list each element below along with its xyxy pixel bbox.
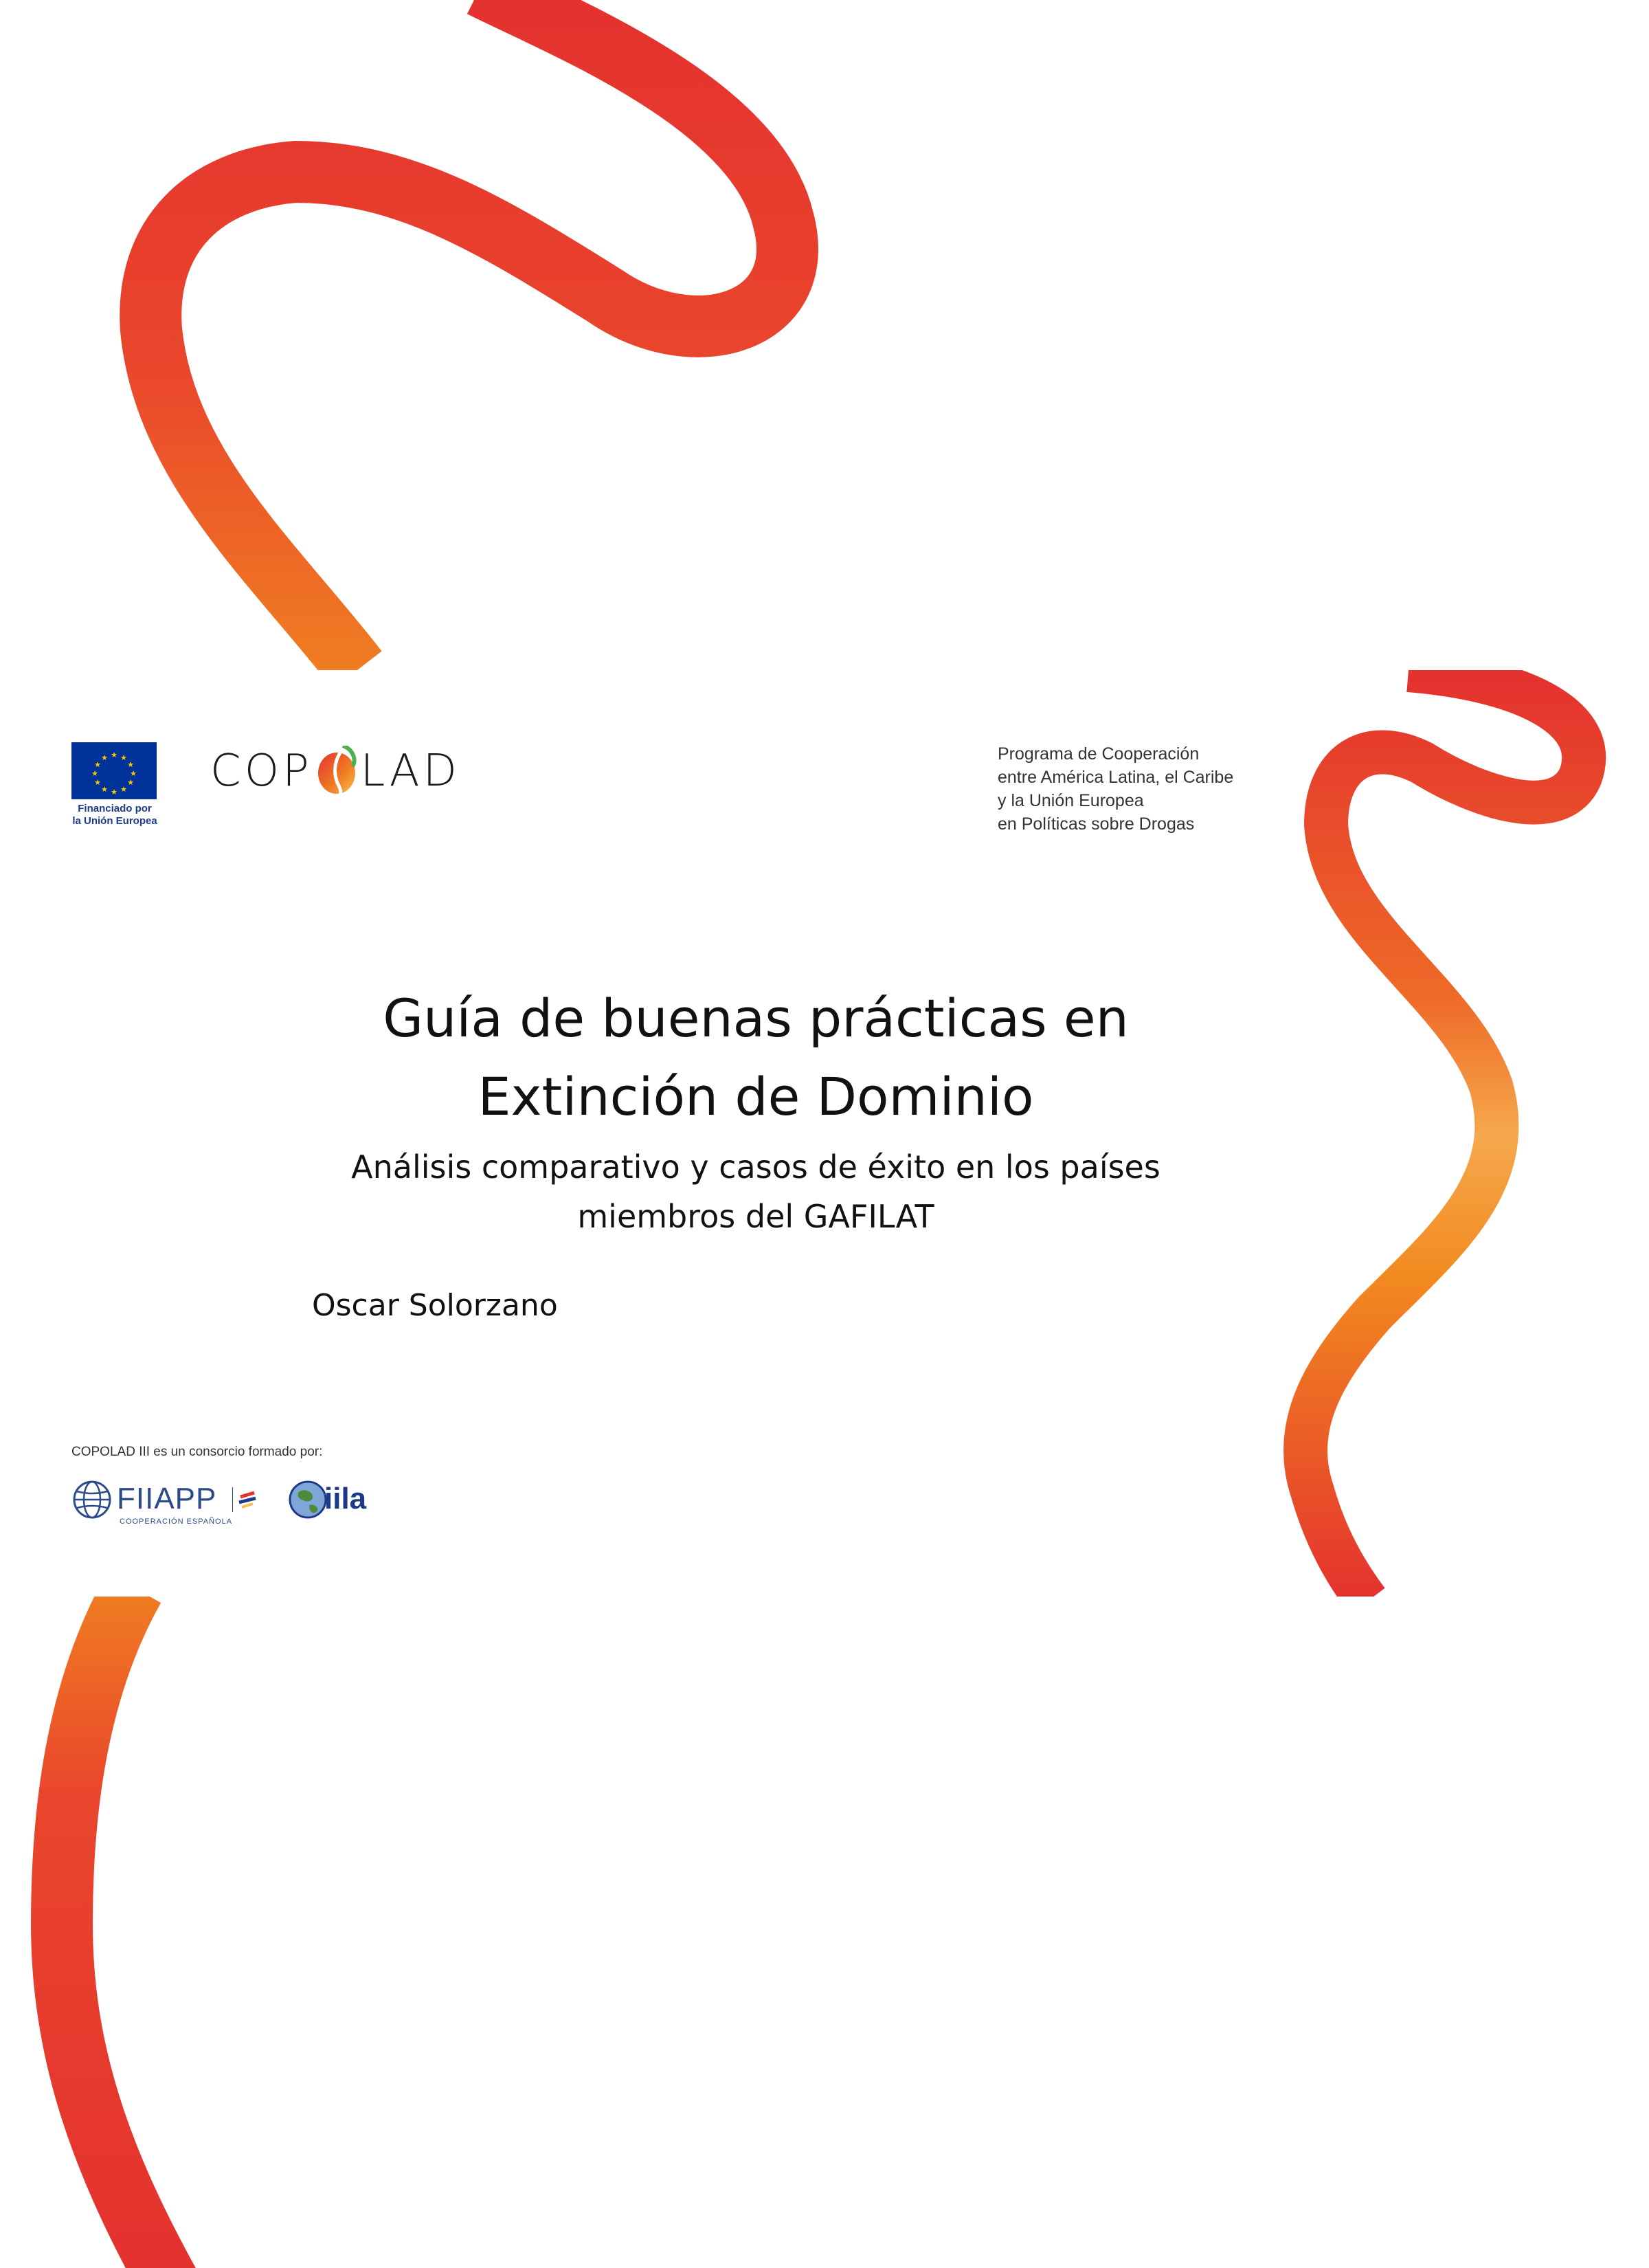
svg-text:★: ★ <box>94 778 101 787</box>
program-line-1: Programa de Cooperación <box>998 744 1200 764</box>
right-swirl <box>1305 670 1584 1601</box>
globe-icon <box>71 1479 113 1520</box>
svg-text:★: ★ <box>111 788 117 797</box>
svg-text:★: ★ <box>111 751 117 759</box>
document-subtitle <box>206 1142 1305 1241</box>
svg-text:★: ★ <box>127 760 134 769</box>
eu-funding-caption <box>63 803 166 827</box>
fiiapp-subtitle: COOPERACIÓN ESPAÑOLA <box>120 1517 233 1526</box>
svg-text:★: ★ <box>130 769 137 778</box>
author-name: Oscar Solorzano <box>312 1288 558 1323</box>
spanish-cooperation-icon <box>232 1486 260 1513</box>
fiiapp-name: FIIAPP <box>117 1482 217 1515</box>
bottom-swirl <box>62 1588 172 2268</box>
program-line-3: y la Unión Europea <box>998 791 1144 810</box>
consortium-label: COPOLAD III es un consorcio formado por: <box>71 1445 323 1459</box>
copolad-logo-left: COP <box>210 746 313 797</box>
svg-text:★: ★ <box>101 785 108 794</box>
iila-name: iila <box>324 1482 367 1515</box>
copolad-leaf-icon <box>314 746 359 797</box>
eu-caption-line1: Financiado por <box>78 803 152 814</box>
subtitle-line-2: miembros del GAFILAT <box>577 1198 934 1235</box>
copolad-logo <box>210 744 460 799</box>
program-description <box>998 742 1233 836</box>
svg-text:★: ★ <box>120 753 127 762</box>
globe-icon <box>289 1479 327 1520</box>
svg-text:★: ★ <box>101 753 108 762</box>
svg-text:★: ★ <box>91 769 98 778</box>
eu-caption-line2: la Unión Europea <box>72 815 157 827</box>
top-swirl <box>150 0 787 670</box>
svg-text:★: ★ <box>120 785 127 794</box>
title-line-2: Extinción de Dominio <box>478 1066 1034 1127</box>
program-line-2: entre América Latina, el Caribe <box>998 768 1234 787</box>
title-line-1: Guía de buenas prácticas en <box>383 988 1129 1049</box>
svg-text:★: ★ <box>94 760 101 769</box>
svg-text:★: ★ <box>127 778 134 787</box>
eu-flag-logo <box>71 742 157 799</box>
subtitle-line-1: Análisis comparativo y casos de éxito en los países <box>351 1148 1160 1186</box>
document-title <box>206 979 1305 1136</box>
program-line-4: en Políticas sobre Drogas <box>998 814 1195 834</box>
copolad-logo-right: LAD <box>360 746 460 797</box>
